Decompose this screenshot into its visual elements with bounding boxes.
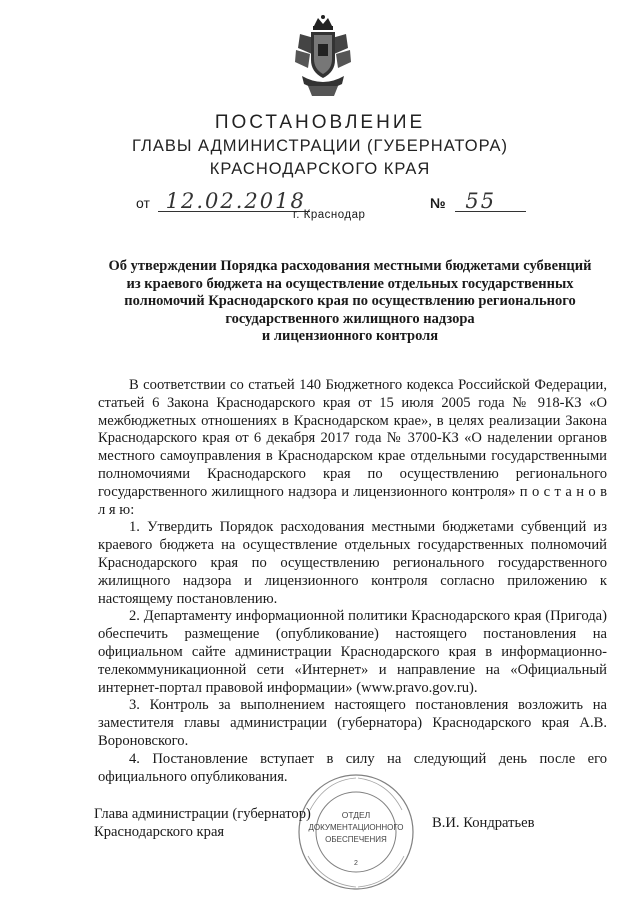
date-value: 12.02.2018 bbox=[158, 191, 310, 212]
stamp-number: 2 bbox=[354, 860, 358, 867]
coat-of-arms-emblem bbox=[294, 14, 352, 100]
body-paragraph-preamble: В соответствии со статьей 140 Бюджетного кодекса Российской Федерации, статьей 6 Закона Краснодарского края от 15 июля 2005 года № 918-КЗ «О межбюджетных отношениях в Краснодарском крае», в целях реализации Закона Краснодарского края от 6 декабря 2017 года № 3700-КЗ «О наделении органов местного самоуправления в Краснодарском крае отдельными государственными полномочиями Краснодарского края по осуществлению регионального государственного жилищного надзора и лицензионного контроля» п о с т а н о в л я ю: bbox=[98, 377, 607, 518]
body-paragraph-item-1: 1. Утвердить Порядок расходования местными бюджетами субвенций из краевого бюджета на осуществление отдельных государственных полномочий Краснодарского края по осуществлению регионального государственного жилищного надзора и лицензионного контроля согласно приложению к настоящему постановлению. bbox=[98, 519, 607, 607]
official-stamp bbox=[296, 770, 416, 895]
number-label: № bbox=[430, 195, 446, 211]
document-subject bbox=[95, 258, 605, 346]
document-body bbox=[98, 377, 607, 786]
subject-line: из краевого бюджета на осуществление отдельных государственных bbox=[126, 275, 574, 292]
signatory-position-line-1: Глава администрации (губернатор) bbox=[94, 806, 311, 822]
stamp-text-line-1: ОТДЕЛ bbox=[341, 810, 371, 820]
document-type-title: ПОСТАНОВЛЕНИЕ bbox=[214, 112, 426, 133]
body-paragraph-item-3: 3. Контроль за выполнением настоящего постановления возложить на заместителя главы администрации (губернатора) Краснодарского края А.В. Вороновского. bbox=[98, 697, 607, 749]
document-number bbox=[430, 191, 526, 213]
subject-line: государственного жилищного надзора bbox=[225, 310, 475, 327]
signatory-name: В.И. Кондратьев bbox=[432, 815, 535, 831]
subject-line: и лицензионного контроля bbox=[261, 328, 439, 344]
number-value: 55 bbox=[455, 191, 526, 212]
body-paragraph-item-2: 2. Департаменту информационной политики Краснодарского края (Пригода) обеспечить размещение (опубликование) настоящего постановления на официальном сайте администрации Краснодарского края в информационно-телекоммуникационной сети «Интернет» и направление на «Официальный интернет-портал правовой информации» (www.pravo.gov.ru). bbox=[98, 608, 607, 696]
body-paragraph-item-4: 4. Постановление вступает в силу на следующий день после его официального опубликования. bbox=[98, 750, 607, 785]
subject-line: полномочий Краснодарского края по осуществлению регионального bbox=[124, 293, 576, 309]
document-city: г. Краснодар bbox=[293, 209, 366, 221]
issuer-line-2: КРАСНОДАРСКОГО КРАЯ bbox=[209, 160, 431, 178]
date-label: от bbox=[136, 195, 150, 211]
issuer-line-1: ГЛАВЫ АДМИНИСТРАЦИИ (ГУБЕРНАТОРА) bbox=[132, 137, 508, 155]
subject-line: Об утверждении Порядка расходования местными бюджетами субвенций bbox=[108, 258, 592, 274]
document-date bbox=[136, 191, 310, 213]
signatory-position bbox=[94, 805, 311, 841]
stamp-text-line-2: ДОКУМЕНТАЦИОННОГО bbox=[308, 823, 404, 832]
stamp-text-line-3: ОБЕСПЕЧЕНИЯ bbox=[325, 835, 387, 844]
signatory-position-line-2: Краснодарского края bbox=[94, 824, 225, 840]
